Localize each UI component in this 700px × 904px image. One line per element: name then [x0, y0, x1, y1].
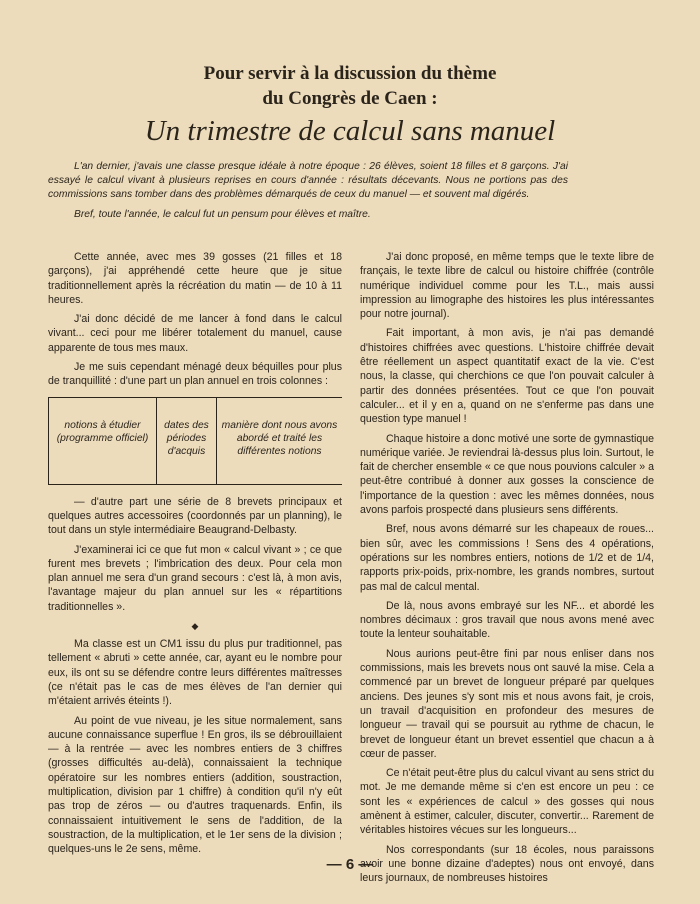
plan-table-col-maniere: manière dont nous avons abordé et traité les différentes notions	[216, 398, 342, 484]
right-paragraph-2: Fait important, à mon avis, je n'ai pas demandé d'histoires chiffrées avec questions. L'histoire chiffrée devait être réellement un aspect quantitatif exact de la vie. C'est nous, la classe, qui cherchions ce que l'on pouvait calculer à partir des données présentées. Tout ce que l'on pouvait calculer... et il y en a, quand on ne s'enferme pas dans une question type manuel !	[360, 327, 654, 426]
left-paragraph-7: Au point de vue niveau, je les situe normalement, sans aucune connaissance superflue ! En gros, ils se débrouillaient — à la rentrée — avec les nombres entiers de 3 chiffres (grosses difficultés au-delà), connaissaient la technique opératoire sur les nombres entiers (addition, soustraction, multiplication, division par 1 chiffre) à condition qu'il n'y eût pas trop de zéros — ou d'autres traquenards. Enfin, ils connaissaient intuitivement le sens de l'addition, de la soustraction, de la multiplication, et le 1er sens de la division ; quelques-uns le 2e sens, même.	[48, 714, 342, 856]
left-paragraph-4: — d'autre part une série de 8 brevets principaux et quelques autres accessoires (coordonnés par un planning), le tout dans un style intermédiaire Beaugrand-Delbasty.	[48, 495, 342, 537]
left-paragraph-5: J'examinerai ici ce que fut mon « calcul vivant » ; ce que furent mes brevets ; l'imbrication des deux. Pour cela mon plan annuel me sera d'un grand secours : c'est là, à mon avis, l'avantage majeur du plan annuel sur les « répartitions traditionnelles ».	[48, 543, 342, 613]
left-paragraph-6: Ma classe est un CM1 issu du plus pur traditionnel, pas tellement « abruti » cette année, car, ayant eu le nombre pour eux, ils ont su se défendre contre leurs différentes maîtresses (ce n'était pas le cas de mes élèves de l'an dernier qui m'étaient arrivés éteints !).	[48, 638, 342, 708]
plan-table-col-notions: notions à étudier (programme officiel)	[48, 398, 156, 484]
left-paragraph-2: J'ai donc décidé de me lancer à fond dans le calcul vivant... ceci pour me libérer totalement du manuel, cause apparente de tous mes maux.	[48, 313, 342, 354]
right-paragraph-6: Nous aurions peut-être fini par nous enliser dans nos commissions, mais les brevets nous ont sauvé la mise. Cela a commencé par un brevet de longueur préparé par quelques anciens. Des jeunes s'y sont mis et nous avons fait, je crois, un travail d'acquisition en profondeur des mesures de longueur — travail qui se poursuit au rythme de chacun, le brevet de longueur étant un brevet essentiel que chacun a à cœur de passer.	[360, 647, 654, 760]
right-paragraph-7: Ce n'était peut-être plus du calcul vivant au sens strict du mot. Je me demande même si c'en est encore un peu : ce sont les « expériences de calcul » des gosses qui nous amènent à estimer, calculer, discuter, convertir... Rarement de véritables histoires vécues sur les longueurs...	[360, 767, 654, 837]
intro-paragraph-1: L'an dernier, j'avais une classe presque idéale à notre époque : 26 élèves, soient 18 filles et 8 garçons. J'ai essayé le calcul vivant à plusieurs reprises en cours d'année : résultats décevants. Nous ne portions pas des commissions sans tomber dans des problèmes démarqués de ceux du manuel — et souvent mal digérés.	[48, 161, 568, 201]
right-paragraph-1: J'ai donc proposé, en même temps que le texte libre de français, le texte libre de calcul ou histoire chiffrée (contrôle numérique individuel comme pour les T.L., mais aussi impression au limographe des histoires les plus intéressantes pour notre journal).	[360, 251, 654, 321]
left-paragraph-3: Je me suis cependant ménagé deux béquilles pour plus de tranquillité : d'une part un plan annuel en trois colonnes :	[48, 361, 342, 388]
plan-table-col-dates: dates des périodes d'acquis	[156, 398, 216, 484]
right-paragraph-8: Nos correspondants (sur 18 écoles, nous paraissons avoir une bonne dizaine d'adeptes) nous ont envoyé, dans leurs journaux, de nombreuses histoires	[360, 843, 654, 885]
left-paragraph-1: Cette année, avec mes 39 gosses (21 filles et 18 garçons), j'ai appréhendé cette heure que je situe traditionnellement après la récréation du matin — de 10 à 11 heures.	[48, 251, 342, 306]
right-paragraph-3: Chaque histoire a donc motivé une sorte de gymnastique numérique variée. Je reviendrai là-dessus plus loin. Surtout, le fait de chercher ensemble « ce que nous pouvions calculer » a peut-être contribué à donner aux gosses la conscience de l'importance de la question : avec les mêmes données, nous avons parfois prospecté dans plusieurs sens différents.	[360, 432, 654, 517]
right-column	[360, 250, 654, 890]
title-line-2: du Congrès de Caen :	[262, 88, 438, 109]
right-paragraph-4: Bref, nous avons démarré sur les chapeaux de roues... bien sûr, avec les commissions ! Sens des 4 opérations, opérations sur les nombres entiers, notions de 1/2 et de 1/4, rapports prix-poids, prix-nombre, les grands nombres, surtout pas mal de calcul mental.	[360, 523, 654, 593]
article-subtitle: Un trimestre de calcul sans manuel	[144, 115, 556, 147]
left-column	[48, 250, 342, 862]
intro-block	[48, 160, 568, 222]
intro-paragraph-2: Bref, toute l'année, le calcul fut un pensum pour élèves et maître.	[74, 208, 371, 220]
right-paragraph-5: De là, nous avons embrayé sur les NF... et abordé les nombres décimaux : gros travail que nous avons mené avec toute la lenteur souhaitable.	[360, 599, 654, 641]
title-line-1: Pour servir à la discussion du thème	[203, 63, 497, 84]
section-separator-icon: ◆	[191, 621, 199, 632]
page-number: — 6 —	[326, 856, 374, 873]
annual-plan-table	[48, 397, 342, 485]
